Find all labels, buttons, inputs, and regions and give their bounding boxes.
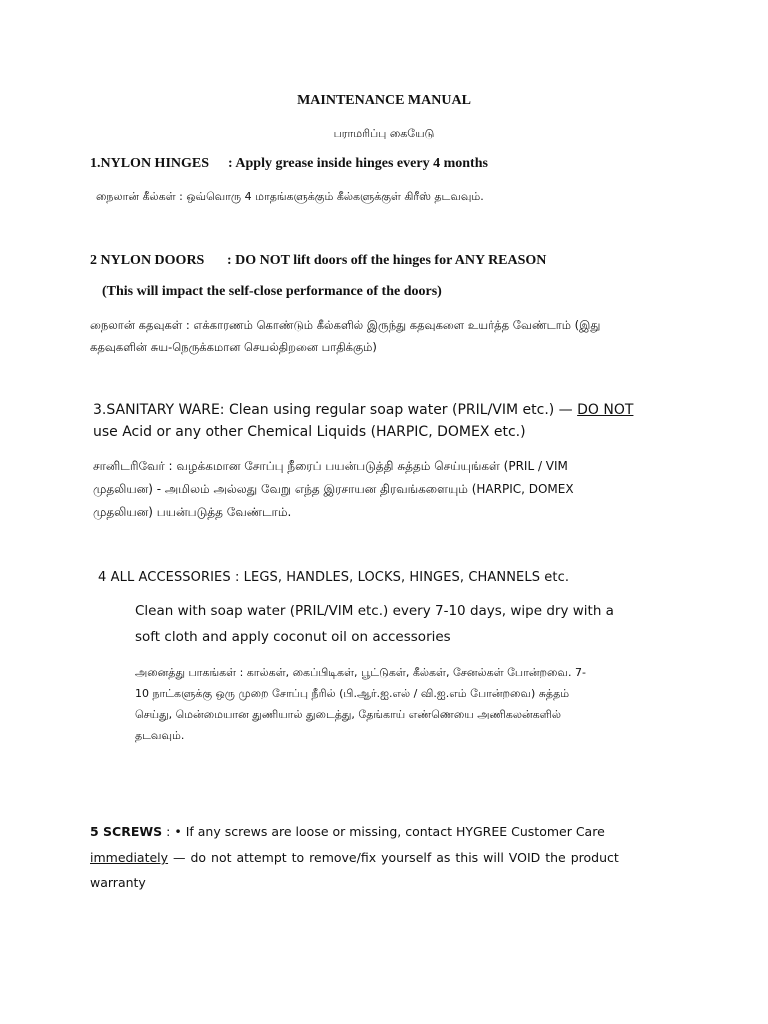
section-2-instruction: : DO NOT lift doors off the hinges for ANY REASON [227,253,547,268]
section-2-note: (This will impact the self-close performance of the doors) [102,284,442,299]
section-5-text-2: — do not attempt to remove/fix yourself as this will VOID the product [168,850,619,865]
section-1-heading: 1.NYLON HINGES [90,156,210,171]
section-5-line-1 [90,824,605,839]
section-2-heading: 2 NYLON DOORS [90,253,205,268]
section-4-tamil-4: தடவவும். [135,729,185,742]
page-subtitle: பராமரிப்பு கையேடு [333,127,435,140]
section-5-text-1: If any screws are loose or missing, contact HYGREE Customer Care [185,824,605,839]
section-2-tamil-1: நைலான் கதவுகள் : எக்காரணம் கொண்டும் கீல்களில் இருந்து கதவுகளை உயர்த்த வேண்டாம் (இது [90,318,601,332]
section-5-immediately: immediately [90,850,169,865]
section-4-heading: 4 ALL ACCESSORIES : LEGS, HANDLES, LOCKS, HINGES, CHANNELS etc. [98,570,570,585]
section-3-tamil-3: முதலியன) பயன்படுத்த வேண்டாம். [93,505,292,519]
section-4-line-1: Clean with soap water (PRIL/VIM etc.) every 7-10 days, wipe dry with a [135,603,614,619]
section-1-tamil: நைலான் கீல்கள் : ஒவ்வொரு 4 மாதங்களுக்கும் கீல்களுக்குள் கிரீஸ் தடவவும். [96,190,484,203]
section-4-tamil-2: 10 நாட்களுக்கு ஒரு முறை சோப்பு நீரில் (பி.ஆர்.ஐ.எல் / வி.ஐ.எம் போன்றவை) சுத்தம் [135,687,570,700]
section-3-line-2: use Acid or any other Chemical Liquids (HARPIC, DOMEX etc.) [93,424,526,440]
section-4-tamil-3: செய்து, மென்மையான துணியால் துடைத்து, தேங்காய் எண்ணெயை அணிகலன்களில் [135,708,561,721]
section-5-line-3: warranty [90,875,146,890]
section-5-heading: 5 SCREWS [90,824,163,839]
section-3-tamil-1: சானிடரிவேர் : வழக்கமான சோப்பு நீரைப் பயன்படுத்தி சுத்தம் செய்யுங்கள் (PRIL / VIM [93,459,568,473]
section-3-line-1 [93,402,633,418]
section-5-line-2 [90,850,619,865]
section-2-tamil-2: கதவுகளின் சுய-நெருக்கமான செயல்திறனை பாதிக்கும்) [90,340,377,354]
page-title: MAINTENANCE MANUAL [297,93,471,108]
section-3-text: 3.SANITARY WARE: Clean using regular soap water (PRIL/VIM etc.) — [93,402,578,418]
section-4-tamil-1: அனைத்து பாகங்கள் : கால்கள், கைப்பிடிகள், பூட்டுகள், கீல்கள், சேனல்கள் போன்றவை. 7- [135,666,586,679]
section-4-line-2: soft cloth and apply coconut oil on accessories [135,629,451,645]
section-1-instruction: : Apply grease inside hinges every 4 months [228,156,488,171]
section-3-tamil-2: முதலியன) - அமிலம் அல்லது வேறு எந்த இரசாயன திரவங்களையும் (HARPIC, DOMEX [93,482,574,496]
section-3-do-not: DO NOT [577,402,634,418]
section-5-separator: : • [162,824,186,839]
